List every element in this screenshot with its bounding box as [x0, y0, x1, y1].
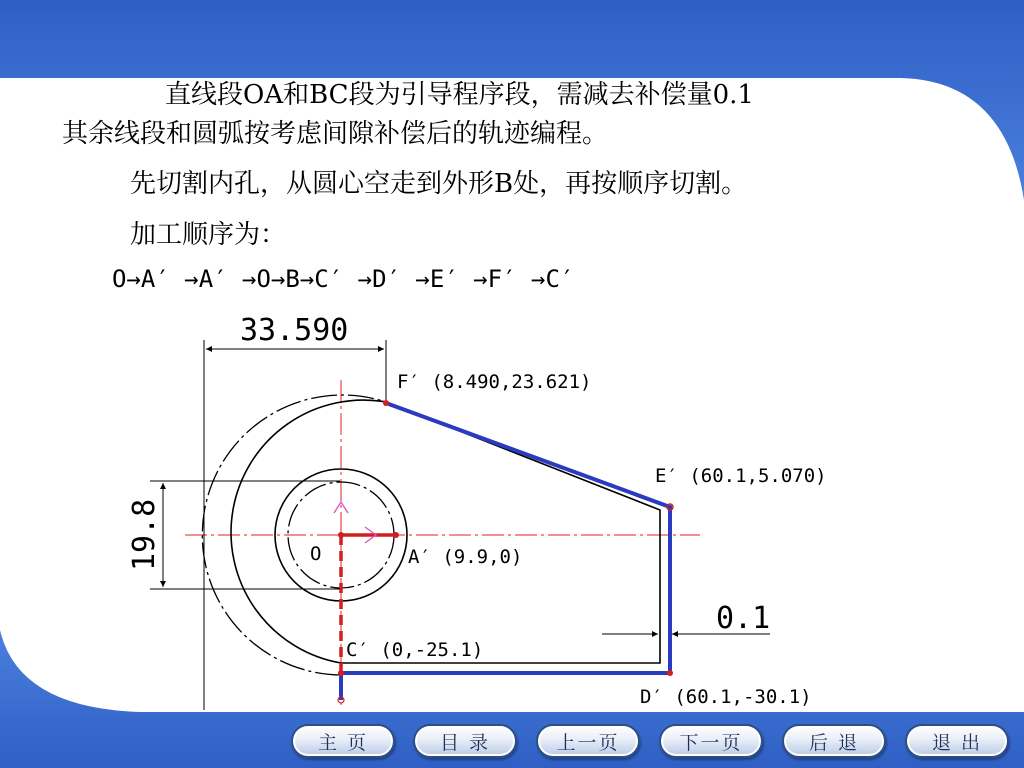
outer-profile	[231, 400, 660, 663]
point-A	[393, 532, 399, 538]
home-button[interactable]: 主 页	[291, 724, 395, 758]
point-C	[338, 670, 344, 676]
toc-button[interactable]: 目 录	[413, 724, 517, 758]
text-line-3: 先切割内孔，从圆心空走到外形B处，再按顺序切割。	[130, 169, 748, 199]
text-line-4: 加工顺序为：	[130, 220, 287, 250]
text-line-2: 其余线段和圆弧按考虑间隙补偿后的轨迹编程。	[62, 119, 609, 149]
dim-vertical-text: 19.8	[127, 498, 162, 571]
point-O	[338, 532, 344, 538]
label-A: A′ (9.9,0)	[408, 546, 523, 568]
text-line-5: O→A′ →A′ →O→B→C′ →D′ →E′ →F′ →C′	[112, 265, 575, 293]
next-page-button[interactable]: 下一页	[659, 724, 763, 758]
prev-page-button[interactable]: 上一页	[536, 724, 640, 758]
dim-horizontal-text: 33.590	[240, 313, 349, 348]
point-F	[383, 400, 389, 406]
label-E: E′ (60.1,5.070)	[655, 465, 827, 487]
label-O: O	[310, 543, 322, 565]
back-button[interactable]: 后 退	[782, 724, 886, 758]
label-D: D′ (60.1,-30.1)	[640, 686, 812, 708]
dim-gap-text: 0.1	[716, 601, 771, 636]
label-F: F′ (8.490,23.621)	[397, 371, 592, 393]
text-line-1: 直线段OA和BC段为引导程序段，需减去补偿量0.1	[165, 80, 754, 110]
exit-button[interactable]: 退 出	[905, 724, 1009, 758]
label-C: C′ (0,-25.1)	[346, 639, 484, 661]
point-D	[667, 670, 673, 676]
